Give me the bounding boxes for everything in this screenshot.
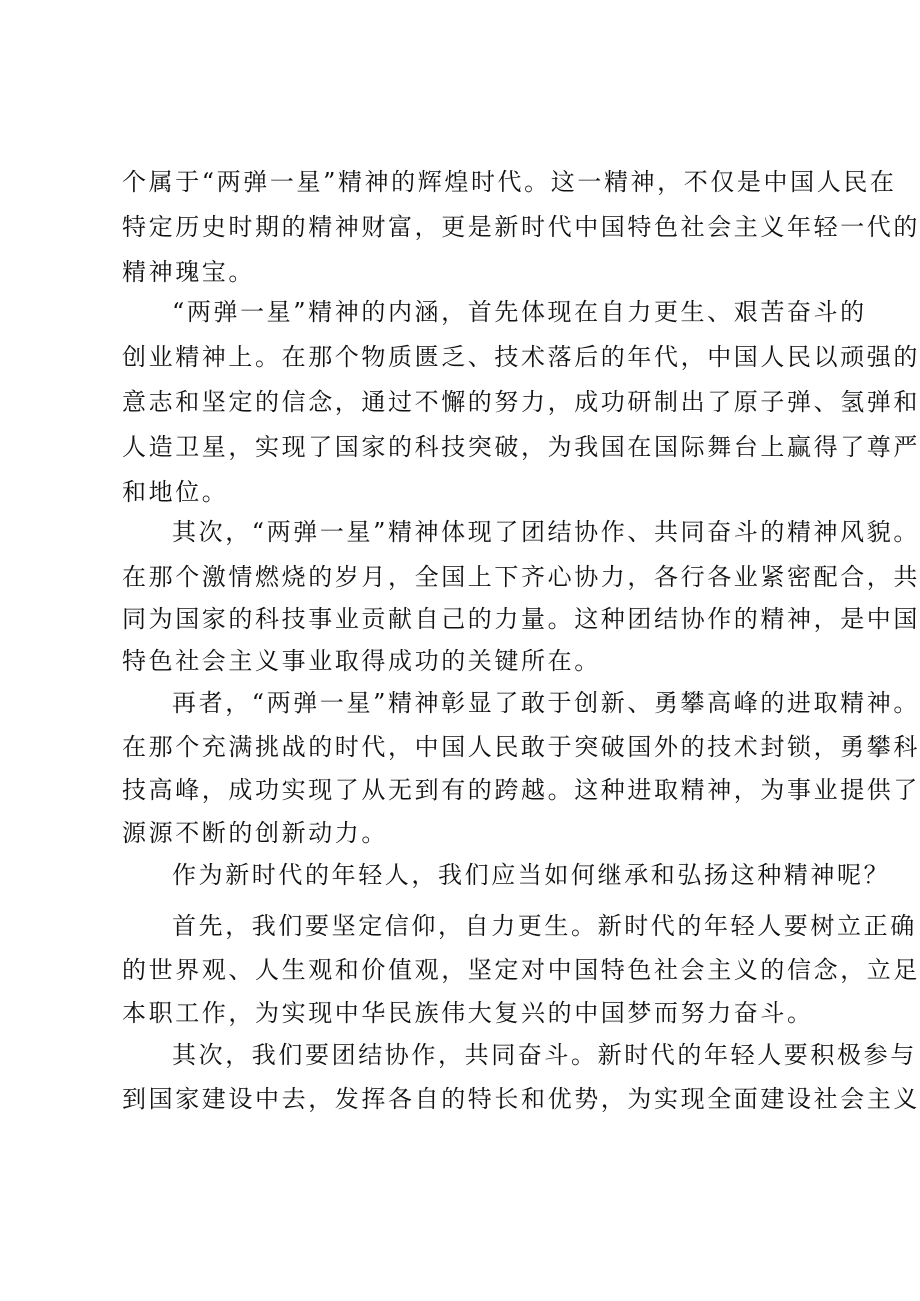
- text-line: 其次，我们要团结协作，共同奋斗。新时代的年轻人要积极参与: [172, 1041, 917, 1069]
- text-line: 到国家建设中去，发挥各自的特长和优势，为实现全面建设社会主义: [122, 1085, 920, 1113]
- text-line: 人造卫星，实现了国家的科技突破，为我国在国际舞台上赢得了尊严: [122, 433, 920, 461]
- text-line: 个属于“两弹一星”精神的辉煌时代。这一精神，不仅是中国人民在: [122, 168, 897, 196]
- text-line: 意志和坚定的信念，通过不懈的努力，成功研制出了原子弹、氢弹和: [122, 388, 920, 416]
- text-line: 和地位。: [122, 478, 229, 506]
- text-line: 精神瑰宝。: [122, 258, 255, 286]
- text-line: “两弹一星”精神的内涵，首先体现在自力更生、艰苦奋斗的: [172, 298, 867, 326]
- text-line: 再者，“两弹一星”精神彰显了敢于创新、勇攀高峰的进取精神。: [172, 689, 920, 717]
- text-line: 在那个充满挑战的时代，中国人民敢于突破国外的技术封锁，勇攀科: [122, 733, 920, 761]
- text-line: 本职工作，为实现中华民族伟大复兴的中国梦而努力奋斗。: [122, 999, 814, 1027]
- text-line: 的世界观、人生观和价值观，坚定对中国特色社会主义的信念，立足: [122, 956, 920, 984]
- text-line: 特定历史时期的精神财富，更是新时代中国特色社会主义年轻一代的: [122, 213, 920, 241]
- text-line: 作为新时代的年轻人，我们应当如何继承和弘扬这种精神呢？: [172, 861, 891, 889]
- text-line: 创业精神上。在那个物质匮乏、技术落后的年代，中国人民以顽强的: [122, 343, 920, 371]
- text-line: 在那个激情燃烧的岁月，全国上下齐心协力，各行各业紧密配合，共: [122, 563, 920, 591]
- text-line: 其次，“两弹一星”精神体现了团结协作、共同奋斗的精神风貌。: [172, 518, 920, 546]
- text-line: 特色社会主义事业取得成功的关键所在。: [122, 647, 601, 675]
- text-line: 首先，我们要坚定信仰，自力更生。新时代的年轻人要树立正确: [172, 912, 917, 940]
- text-line: 技高峰，成功实现了从无到有的跨越。这种进取精神，为事业提供了: [122, 776, 920, 804]
- text-line: 同为国家的科技事业贡献自己的力量。这种团结协作的精神，是中国: [122, 605, 920, 633]
- text-line: 源源不断的创新动力。: [122, 819, 388, 847]
